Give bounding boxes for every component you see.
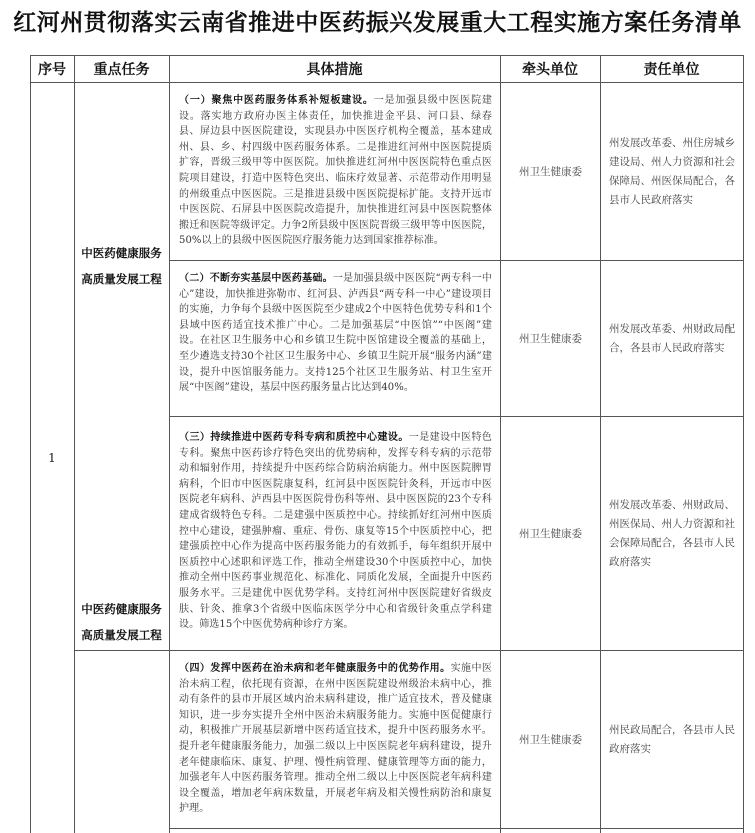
measure-body: 一是加强县级中医医院“两专科一中心”建设，加快推进弥勒市、红河县、泸西县“两专科一中心”建设项目的实施，力争每个县级中医医院至少建成2个中医特色优势专科和1个县域中医药适宜技术推广中心。二是加强基层“中医馆”“中医阁”建设。在社区卫生服务中心和乡镇卫生院中医馆建设全覆盖的基础上，至少遴选支持30个社区卫生服务中心、乡镇卫生院开展“服务内涵”建设，提升中医馆服务能力。支持125个社区卫生服务站、村卫生室开展“中医阁”建设，基层中医药服务量占比达到40%。	[179, 273, 492, 394]
header-measures: 具体措施	[306, 61, 363, 78]
lead-unit-cell: 州卫生健康委	[519, 166, 582, 178]
responsible-unit-cell: 州民政局配合，各县市人民政府落实	[609, 723, 735, 755]
lead-unit-cell: 州卫生健康委	[519, 333, 582, 345]
header-responsible-unit: 责任单位	[643, 61, 700, 78]
row-divider	[169, 828, 743, 829]
measure-heading: （三）持续推进中医药专科专病和质控中心建设。	[179, 432, 409, 443]
lead-unit-cell: 州卫生健康委	[519, 528, 582, 540]
task-name-line2: 高质量发展工程	[81, 628, 162, 642]
header-index: 序号	[38, 61, 66, 78]
measure-cell	[170, 417, 500, 650]
document-title: 红河州贯彻落实云南省推进中医药振兴发展重大工程实施方案任务清单	[13, 9, 742, 36]
responsible-unit-cell: 州发展改革委、州财政局、州医保局、州人力资源和社会保障局配合，各县市人民政府落实	[609, 498, 735, 568]
measure-cell	[170, 651, 500, 828]
header-lead-unit: 牵头单位	[522, 61, 578, 78]
responsible-unit-cell: 州发展改革委、州住房城乡建设局、州人力资源和社会保障局、州医保局配合，各县市人民政府落实	[609, 136, 735, 206]
measure-body: 实施中医治未病工程，依托现有资源，在州中医医院建设州级治未病中心，推动有条件的县市开展区域内治未病科建设，推广适宜技术，普及健康知识，进一步夯实提升全州中医治未病服务能力。实施中医促健康行动，积极推广开展基层新增中医药适宜技术，提升中医药服务水平。提升老年健康服务能力，加强二级以上中医医院老年病科建设，提升老年健康临床、康复、护理、慢性病管理、健康管理等方面的能力，加强老年人中医药服务管理。推动全州二级以上中医医院老年病科建设全覆盖，增加老年病床数量，开展老年病及相关慢性病防治和康复护理。	[179, 663, 492, 815]
task-name-line2: 高质量发展工程	[81, 272, 162, 286]
measure-body: 一是建设中医特色专科。聚焦中医药诊疗特色突出的优势病种，发挥专科专病的示范带动和辐射作用，持续提升中医药综合防病治病能力。州中医医院脾胃病科，个旧市中医医院康复科，红河县中医医院针灸科，开远市中医医院老年病科、泸西县中医医院骨伤科等州、县中医医院的23个专科建成省级特色专科。二是建强中医质控中心。持续抓好红河州中医质控中心建设，建强肿瘤、重症、骨伤、康复等15个中医质控中心，把建强质控中心作为提高中医药服务能力的有效抓手，每年组织开展中医质控中心述职和评选工作，推动全州建设30个中医质控中心，加快推动全州中医药事业规范化、标准化、同质化发展，全面提升中医药服务水平。三是建优中医优势学科。支持红河州中医医院建好省级皮肤、针灸、推拿3个省级中医临床医学分中心和省级针灸重点学科建设。筛选15个中医优势病种诊疗方案。	[179, 432, 492, 631]
lead-unit-cell: 州卫生健康委	[519, 734, 582, 746]
row-index: 1	[48, 450, 56, 465]
task-group	[74, 450, 169, 833]
task-name-line1: 中医药健康服务	[81, 246, 162, 260]
measure-cell	[170, 83, 500, 260]
measure-cell	[170, 261, 500, 416]
table-border-right	[743, 55, 744, 833]
header-task: 重点任务	[93, 61, 150, 78]
task-name-line1: 中医药健康服务	[81, 602, 162, 616]
measure-heading: （一）聚焦中医药服务体系补短板建设。	[179, 95, 374, 106]
task-group	[74, 82, 169, 450]
measure-heading: （四）发挥中医药在治未病和老年健康服务中的优势作用。	[179, 663, 451, 674]
measure-heading: （二）不断夯实基层中医药基础。	[179, 273, 333, 284]
responsible-unit-cell: 州发展改革委、州财政局配合，各县市人民政府落实	[609, 322, 735, 354]
measure-body: 一是加强县级中医医院建设。落实地方政府办医主体责任，加快推进金平县、河口县、绿春县、屏边县中医医院建设，实现县办中医医疗机构全覆盖，基本建成州、县、乡、村四级中医药服务体系。二是推进红河州中医医院提质扩容，晋级三级甲等中医医院。加快推进红河州中医医院特色重点医院项目建设，打造中医特色突出、临床疗效显著、示范带动作用明显的州级重点中医医院。三是推进县级中医医院提标扩能。支持开远市中医医院、石屏县中医医院改造提升，加快推进红河县中医医院整体搬迁和医院等级评定。力争2所县级中医医院晋级三级甲等中医医院，50%以上的县级中医医院医疗服务能力达到国家推荐标准。	[179, 95, 492, 247]
